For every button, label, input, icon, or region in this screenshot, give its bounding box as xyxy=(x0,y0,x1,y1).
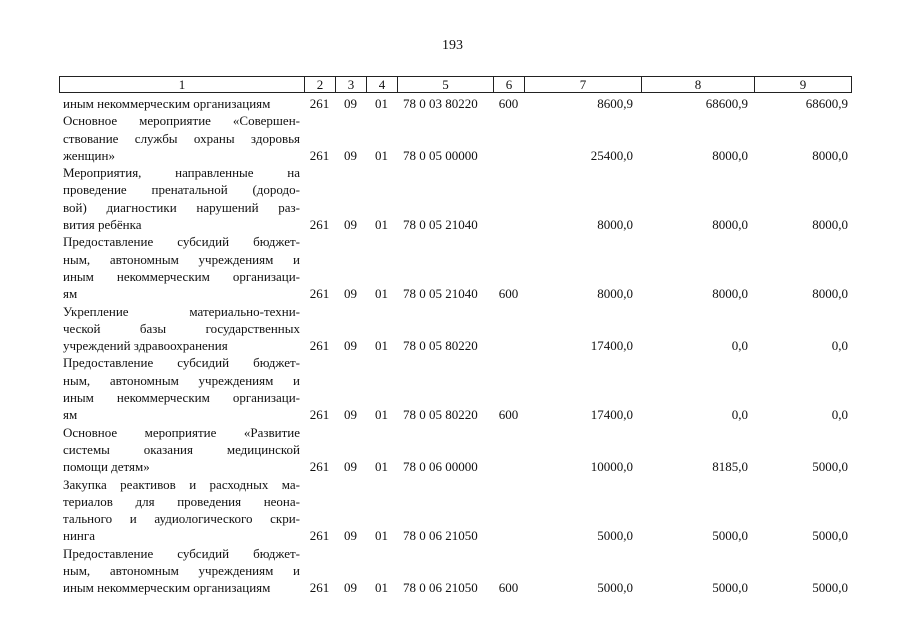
row-name-line: системы оказания медицинской xyxy=(63,441,300,457)
row-name-line: помощи детям» xyxy=(63,459,150,475)
col-subsection: 01 xyxy=(375,407,388,423)
row-name-line: Укрепление материально-техни- xyxy=(63,303,300,319)
row-name-line: ям xyxy=(63,407,78,423)
col-8-value: 5000,0 xyxy=(712,528,748,544)
col-7-value: 8600,9 xyxy=(597,96,633,111)
col-grbs: 261 xyxy=(309,96,330,111)
row-name-line: териалов для проведения неона- xyxy=(63,493,300,509)
col-section: 09 xyxy=(344,407,357,423)
col-7-value: 5000,0 xyxy=(597,528,633,544)
row-name xyxy=(59,303,304,355)
table-body xyxy=(59,95,852,597)
row-name-line: ческой базы государственных xyxy=(63,320,300,336)
col-9-value: 8000,0 xyxy=(812,286,848,302)
col-target-article: 78 0 05 21040 xyxy=(403,217,478,233)
col-grbs: 261 xyxy=(309,147,330,163)
row-name xyxy=(59,545,304,597)
row-name-line: Закупка реактивов и расходных ма- xyxy=(63,476,300,492)
table-row xyxy=(59,545,852,597)
col-9-value: 68600,9 xyxy=(805,96,848,111)
col-section: 09 xyxy=(344,96,357,111)
col-subsection: 01 xyxy=(375,338,388,354)
header-col-2: 2 xyxy=(305,77,336,92)
col-grbs: 261 xyxy=(309,528,330,544)
col-target-article: 78 0 06 00000 xyxy=(403,459,478,475)
row-name-line: Предоставление субсидий бюджет- xyxy=(63,355,300,371)
row-name xyxy=(59,476,304,545)
col-section: 09 xyxy=(344,338,357,354)
table-row xyxy=(59,424,852,476)
col-8-value: 0,0 xyxy=(731,338,748,354)
row-name-line: ным, автономным учреждениям и xyxy=(63,563,300,579)
col-9-value: 0,0 xyxy=(831,407,848,423)
row-name-line: ным, автономным учреждениям и xyxy=(63,251,300,267)
row-name-line: Основное мероприятие «Развитие xyxy=(63,424,300,440)
table-row xyxy=(59,354,852,423)
col-7-value: 25400,0 xyxy=(590,147,633,163)
col-9-value: 0,0 xyxy=(831,338,848,354)
row-name-line: иным некоммерческим организациям xyxy=(63,580,271,596)
row-name-line: женщин» xyxy=(63,147,115,163)
col-8-value: 8185,0 xyxy=(712,459,748,475)
col-section: 09 xyxy=(344,286,357,302)
col-subsection: 01 xyxy=(375,217,388,233)
row-name-line: ям xyxy=(63,286,78,302)
col-section: 09 xyxy=(344,528,357,544)
row-name-line: нинга xyxy=(63,528,95,544)
col-subsection: 01 xyxy=(375,528,388,544)
row-name-line: Предоставление субсидий бюджет- xyxy=(63,234,300,250)
row-name-line: ствование службы охраны здоровья xyxy=(63,130,300,146)
header-col-3: 3 xyxy=(336,77,367,92)
col-9-value: 5000,0 xyxy=(812,528,848,544)
col-expense-type: 600 xyxy=(498,286,519,302)
col-target-article: 78 0 03 80220 xyxy=(403,96,478,111)
table-row xyxy=(59,112,852,164)
col-target-article: 78 0 05 80220 xyxy=(403,407,478,423)
col-grbs: 261 xyxy=(309,407,330,423)
col-section: 09 xyxy=(344,217,357,233)
col-7-value: 17400,0 xyxy=(590,407,633,423)
row-name xyxy=(59,233,304,302)
row-name-line: иным некоммерческим организациям xyxy=(63,96,271,111)
col-8-value: 68600,9 xyxy=(705,96,748,111)
col-target-article: 78 0 05 80220 xyxy=(403,338,478,354)
col-8-value: 8000,0 xyxy=(712,147,748,163)
col-section: 09 xyxy=(344,147,357,163)
table-row xyxy=(59,233,852,302)
col-expense-type: 600 xyxy=(498,407,519,423)
col-grbs: 261 xyxy=(309,338,330,354)
row-name xyxy=(59,164,304,233)
col-9-value: 5000,0 xyxy=(812,580,848,596)
col-section: 09 xyxy=(344,459,357,475)
col-9-value: 5000,0 xyxy=(812,459,848,475)
row-name-line: Мероприятия, направленные на xyxy=(63,165,300,181)
page-number: 193 xyxy=(442,38,463,53)
col-section: 09 xyxy=(344,580,357,596)
col-grbs: 261 xyxy=(309,580,330,596)
col-target-article: 78 0 06 21050 xyxy=(403,580,478,596)
col-grbs: 261 xyxy=(309,459,330,475)
row-name xyxy=(59,354,304,423)
col-target-article: 78 0 05 00000 xyxy=(403,147,478,163)
row-name xyxy=(59,424,304,476)
col-9-value: 8000,0 xyxy=(812,147,848,163)
row-name xyxy=(59,95,304,112)
col-grbs: 261 xyxy=(309,286,330,302)
table-row xyxy=(59,95,852,112)
col-8-value: 5000,0 xyxy=(712,580,748,596)
col-target-article: 78 0 06 21050 xyxy=(403,528,478,544)
row-name-line: вой) диагностики нарушений раз- xyxy=(63,199,300,215)
table-row xyxy=(59,476,852,545)
row-name-line: иным некоммерческим организаци- xyxy=(63,268,300,284)
col-8-value: 0,0 xyxy=(731,407,748,423)
col-target-article: 78 0 05 21040 xyxy=(403,286,478,302)
row-name-line: учреждений здравоохранения xyxy=(63,338,228,354)
table-row xyxy=(59,303,852,355)
col-8-value: 8000,0 xyxy=(712,217,748,233)
table-header xyxy=(59,76,852,93)
header-col-7: 7 xyxy=(525,77,642,92)
header-col-4: 4 xyxy=(367,77,398,92)
row-name-line: тального и аудиологического скри- xyxy=(63,511,300,527)
col-subsection: 01 xyxy=(375,286,388,302)
col-subsection: 01 xyxy=(375,147,388,163)
col-subsection: 01 xyxy=(375,96,388,111)
col-8-value: 8000,0 xyxy=(712,286,748,302)
header-col-8: 8 xyxy=(642,77,755,92)
row-name-line: Основное мероприятие «Совершен- xyxy=(63,113,300,129)
header-col-1: 1 xyxy=(60,77,305,92)
col-7-value: 17400,0 xyxy=(590,338,633,354)
col-subsection: 01 xyxy=(375,580,388,596)
col-subsection: 01 xyxy=(375,459,388,475)
col-expense-type: 600 xyxy=(498,96,519,111)
header-col-6: 6 xyxy=(494,77,525,92)
row-name-line: Предоставление субсидий бюджет- xyxy=(63,545,300,561)
col-grbs: 261 xyxy=(309,217,330,233)
col-expense-type: 600 xyxy=(498,580,519,596)
col-7-value: 5000,0 xyxy=(597,580,633,596)
col-7-value: 8000,0 xyxy=(597,286,633,302)
row-name xyxy=(59,112,304,164)
row-name-line: проведение пренатальной (дородо- xyxy=(63,182,300,198)
col-7-value: 8000,0 xyxy=(597,217,633,233)
col-9-value: 8000,0 xyxy=(812,217,848,233)
header-col-5: 5 xyxy=(398,77,494,92)
row-name-line: ным, автономным учреждениям и xyxy=(63,372,300,388)
table-row xyxy=(59,164,852,233)
row-name-line: иным некоммерческим организаци- xyxy=(63,390,300,406)
row-name-line: вития ребёнка xyxy=(63,217,142,233)
col-7-value: 10000,0 xyxy=(590,459,633,475)
header-col-9: 9 xyxy=(799,77,807,92)
